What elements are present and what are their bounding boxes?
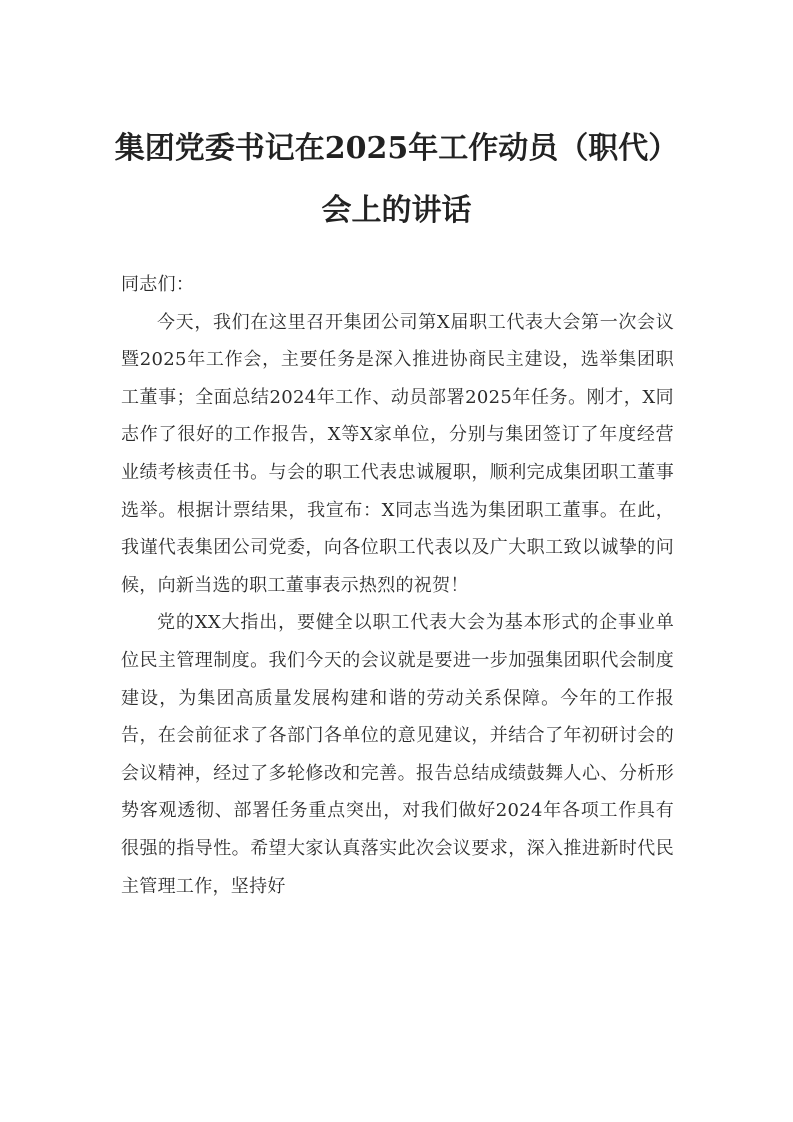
document-title: 集团党委书记在2025年工作动员（职代）会上的讲话 <box>114 131 679 228</box>
paragraph-1: 今天，我们在这里召开集团公司第X届职工代表大会第一次会议暨2025年工作会，主要任务是深入推进协商民主建设，选举集团职工董事；全面总结2024年工作、动员部署2025年任务。刚才，X同志作了很好的工作报告，X等X家单位，分别与集团签订了年度经营业绩考核责任书。与会的职工代表忠诚履职，顺利完成集团职工董事选举。根据计票结果，我宣布：X同志当选为集团职工董事。在此，我谨代表集团公司党委，向各位职工代表以及广大职工致以诚挚的问候，向新当选的职工董事表示热烈的祝贺！ <box>121 311 674 596</box>
document-body <box>121 266 674 905</box>
paragraph-2: 党的XX大指出，要健全以职工代表大会为基本形式的企事业单位民主管理制度。我们今天的会议就是要进一步加强集团职代会制度建设，为集团高质量发展构建和谐的劳动关系保障。今年的工作报告，在会前征求了各部门各单位的意见建议，并结合了年初研讨会的会议精神，经过了多轮修改和完善。报告总结成绩鼓舞人心、分析形势客观透彻、部署任务重点突出，对我们做好2024年各项工作具有很强的指导性。希望大家认真落实此次会议要求，深入推进新时代民主管理工作，坚持好 <box>121 612 674 897</box>
salutation: 同志们： <box>121 274 195 295</box>
